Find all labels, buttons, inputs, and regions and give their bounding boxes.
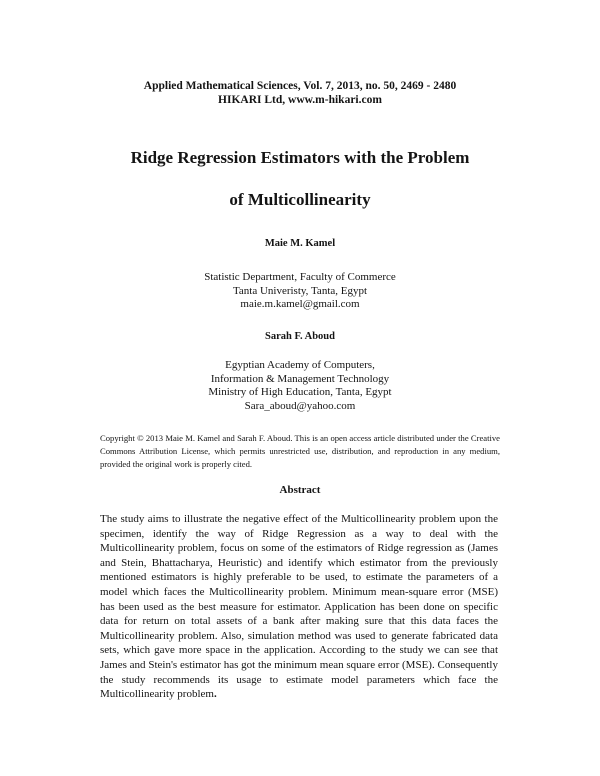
copyright-notice: Copyright © 2013 Maie M. Kamel and Sarah F. Aboud. This is an open access article distributed under the Creative Commons Attribution License, which permits unrestricted use, distribution, and reproduction in any medium, provided the original work is properly cited. (100, 433, 500, 469)
abstract-body (100, 512, 498, 702)
affiliation-line: Tanta Univeristy, Tanta, Egypt (232, 284, 368, 297)
author-email: maie.m.kamel@gmail.com (240, 298, 360, 310)
paper-title-line-1: Ridge Regression Estimators with the Problem (130, 148, 470, 167)
author-email: Sara_aboud@yahoo.com (244, 399, 356, 412)
author-affiliation (0, 271, 600, 312)
journal-line-1: Applied Mathematical Sciences, Vol. 7, 2013, no. 50, 2469 - 2480 (143, 80, 457, 92)
affiliation-line: Information & Management Technology (210, 372, 390, 385)
affiliation-line: Egyptian Academy of Computers, (225, 359, 375, 371)
paper-title-line-2: of Multicollinearity (229, 190, 371, 209)
affiliation-line: Statistic Department, Faculty of Commerce (204, 271, 396, 283)
author-name: Maie M. Kamel (264, 238, 336, 249)
journal-line-2: HIKARI Ltd, www.m-hikari.com (218, 94, 382, 106)
journal-citation (0, 79, 600, 107)
affiliation-line: Ministry of High Education, Tanta, Egypt (208, 386, 392, 398)
author-affiliation (0, 359, 600, 413)
author-name: Sarah F. Aboud (265, 331, 335, 342)
abstract-end-mark: . (213, 688, 217, 701)
abstract-heading: Abstract (279, 484, 321, 496)
abstract-text: The study aims to illustrate the negative effect of the Multicollinearity problem upon the specimen, identify the way of Ridge Regression as a way to deal with the Multicollinearity problem, focus on some of the estimators of Ridge regression as (James and Stein, Bhattacharya, Heuristic) and identify which estimator from the previously mentioned estimators is highly preferable to be used, to estimate the parameters of a model which faces the Multicollinearity problem. Minimum mean-square error (MSE) has been used as the best measure for estimator. Application has been done on specific data for return on total assets of a bank after making sure that this data faces the Multicollinearity problem. Also, simulation method was used to generate fabricated data sets, which gave more space in the application. According to the study we can see that James and Stein's estimator has got the minimum mean square error (MSE). Consequently the study recommends its usage to estimate model parameters which face the Multicollinearity problem (100, 513, 498, 701)
